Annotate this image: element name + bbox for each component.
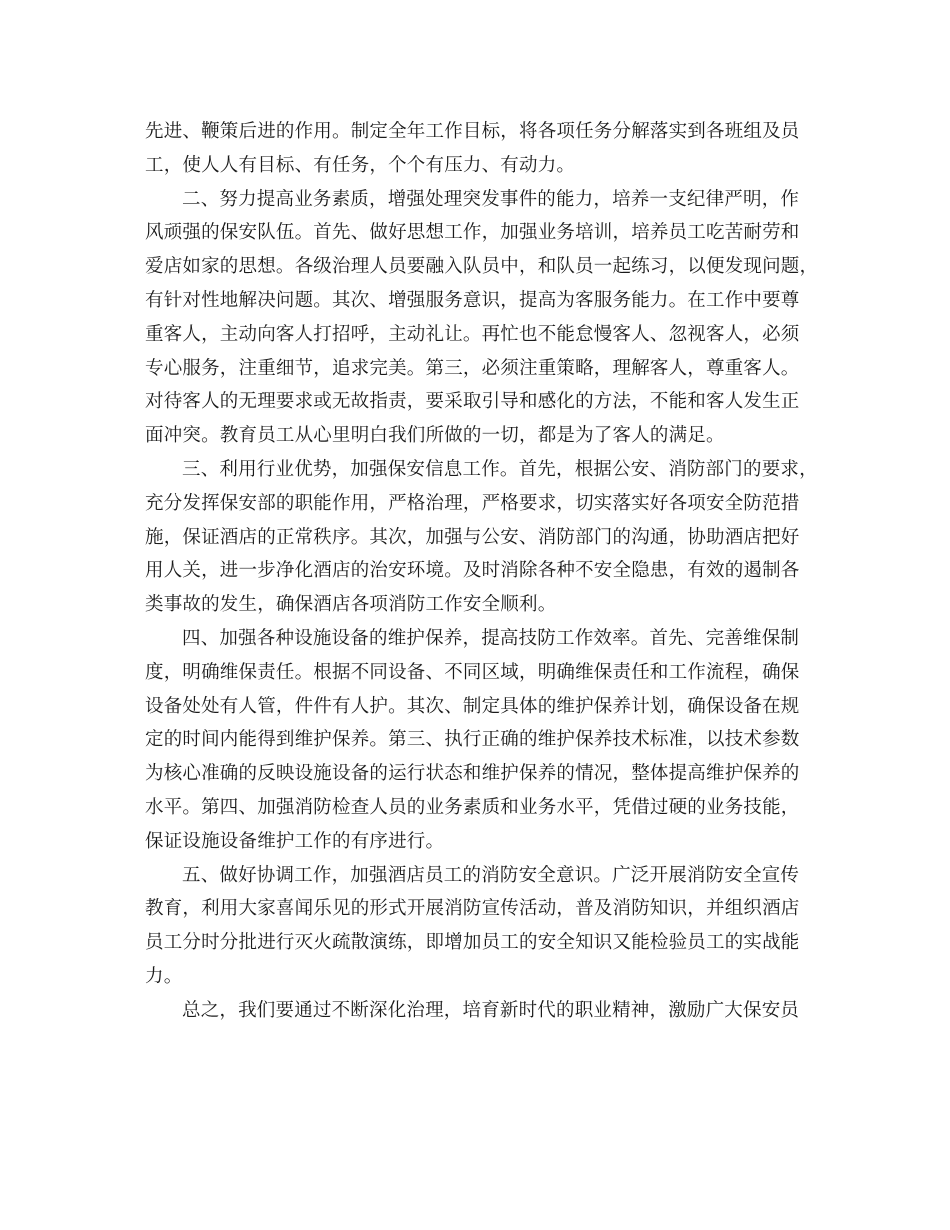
text-line: 风顽强的保安队伍。首先、做好思想工作，加强业务培训，培养员工吃苦耐劳和 bbox=[145, 222, 800, 244]
text-line: 充分发挥保安部的职能作用，严格治理，严格要求，切实落实好各项安全防范措 bbox=[145, 492, 800, 514]
text-line: 设备处处有人管，件件有人护。其次、制定具体的维护保养计划，确保设备在规 bbox=[145, 695, 800, 717]
text-line: 力。 bbox=[145, 965, 183, 987]
text-line: 有针对性地解决问题。其次、增强服务意识，提高为客服务能力。在工作中要尊 bbox=[145, 289, 800, 311]
paragraph-start-line: 四、加强各种设施设备的维护保养，提高技防工作效率。首先、完善维保制 bbox=[182, 627, 800, 649]
paragraph-start-line: 三、利用行业优势，加强保安信息工作。首先，根据公安、消防部门的要求， bbox=[182, 458, 818, 480]
text-line: 水平。第四、加强消防检查人员的业务素质和业务水平，凭借过硬的业务技能， bbox=[145, 796, 800, 818]
document-body bbox=[145, 115, 819, 1028]
text-line: 爱店如家的思想。各级治理人员要融入队员中，和队员一起练习，以便发现问题， bbox=[145, 256, 819, 278]
paragraph-start-line: 五、做好协调工作，加强酒店员工的消防安全意识。广泛开展消防安全宣传 bbox=[182, 864, 800, 886]
text-line: 员工分时分批进行灭火疏散演练，即增加员工的安全知识又能检验员工的实战能 bbox=[145, 932, 800, 954]
text-line: 类事故的发生，确保酒店各项消防工作安全顺利。 bbox=[145, 594, 557, 616]
text-line: 用人关，进一步净化酒店的治安环境。及时消除各种不安全隐患，有效的遏制各 bbox=[145, 560, 800, 582]
text-line: 面冲突。教育员工从心里明白我们所做的一切，都是为了客人的满足。 bbox=[145, 425, 725, 447]
text-line: 先进、鞭策后进的作用。制定全年工作目标，将各项任务分解落实到各班组及员 bbox=[145, 121, 800, 142]
text-line: 度，明确维保责任。根据不同设备、不同区域，明确维保责任和工作流程，确保 bbox=[145, 661, 800, 683]
paragraph-start-line: 总之，我们要通过不断深化治理，培育新时代的职业精神，激励广大保安员 bbox=[182, 999, 800, 1021]
text-line: 施，保证酒店的正常秩序。其次，加强与公安、消防部门的沟通，协助酒店把好 bbox=[145, 526, 800, 548]
text-line: 专心服务，注重细节，追求完美。第三，必须注重策略，理解客人，尊重客人。 bbox=[145, 357, 800, 379]
paragraph-start-line: 二、努力提高业务素质，增强处理突发事件的能力，培养一支纪律严明，作 bbox=[182, 188, 800, 210]
text-line: 保证设施设备维护工作的有序进行。 bbox=[145, 830, 445, 852]
text-line: 工，使人人有目标、有任务，个个有压力、有动力。 bbox=[145, 154, 576, 176]
text-line: 定的时间内能得到维护保养。第三、执行正确的维护保养技术标准，以技术参数 bbox=[145, 729, 800, 751]
text-line: 对待客人的无理要求或无故指责，要采取引导和感化的方法，不能和客人发生正 bbox=[145, 391, 800, 413]
text-line: 为核心准确的反映设施设备的运行状态和维护保养的情况，整体提高维护保养的 bbox=[145, 763, 800, 785]
text-line: 教育，利用大家喜闻乐见的形式开展消防宣传活动，普及消防知识，并组织酒店 bbox=[145, 898, 800, 920]
text-line: 重客人，主动向客人打招呼，主动礼让。再忙也不能怠慢客人、忽视客人，必须 bbox=[145, 323, 800, 345]
